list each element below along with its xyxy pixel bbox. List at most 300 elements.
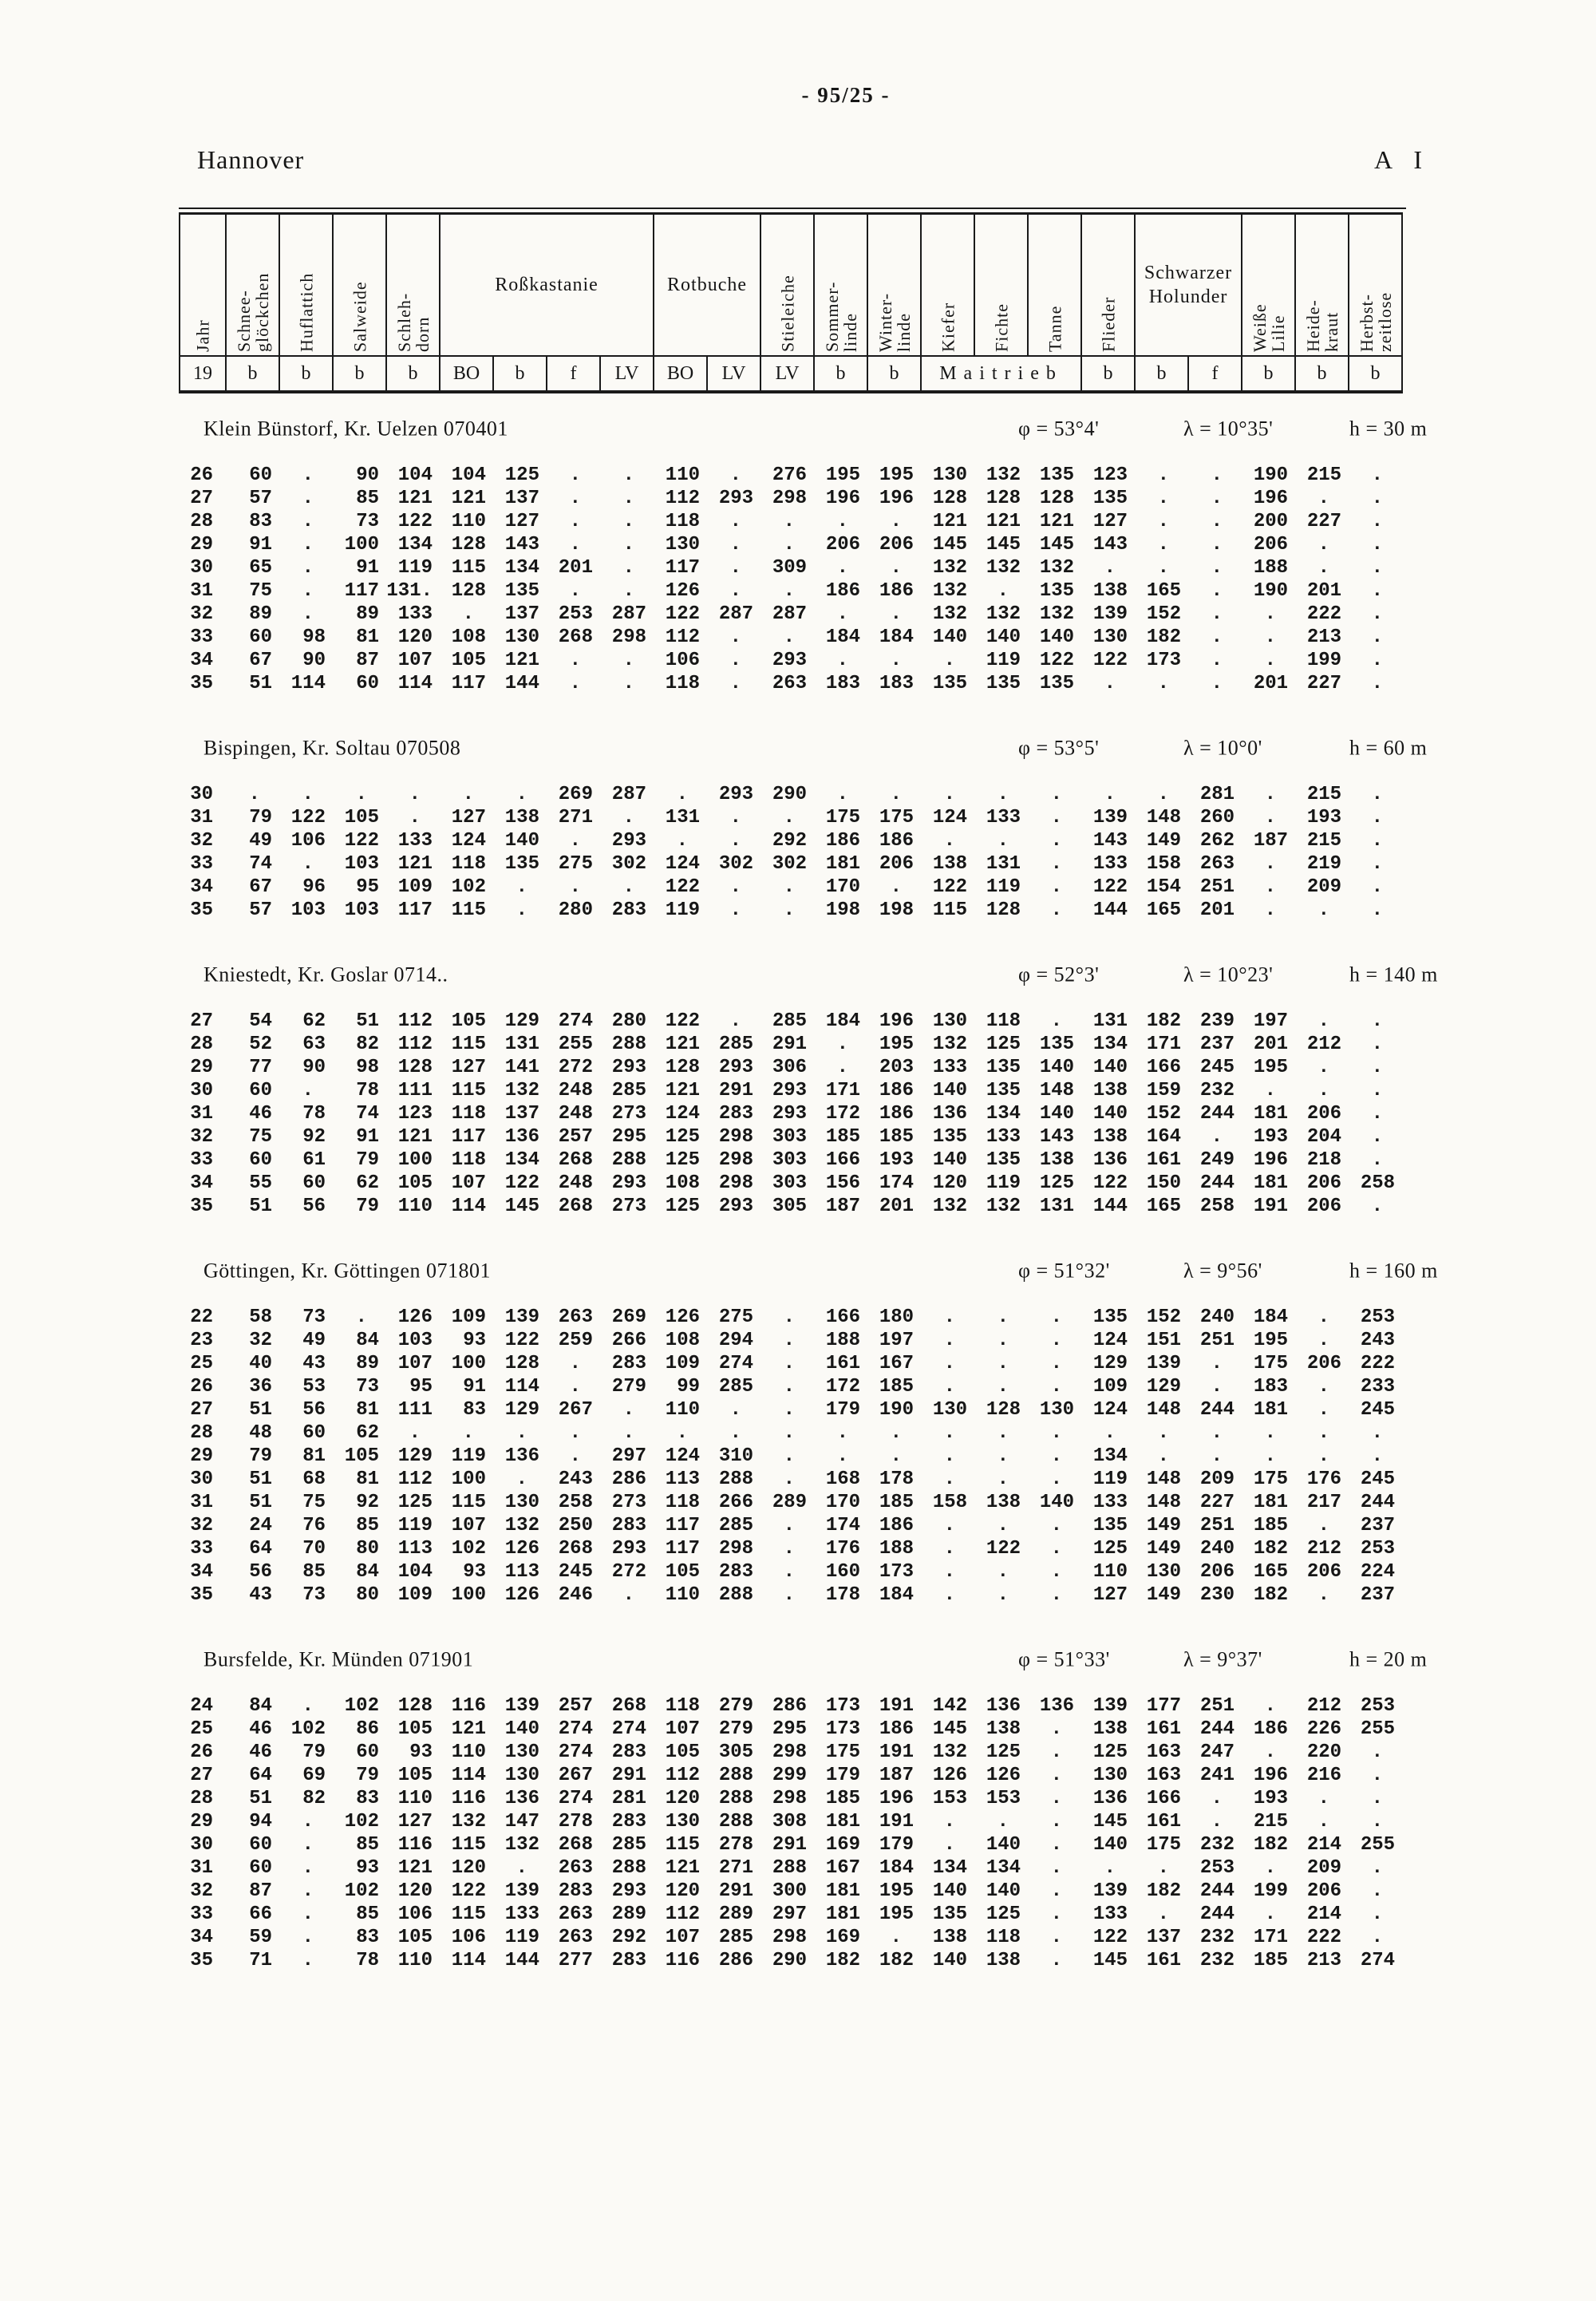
value-cell: 126 — [986, 1765, 1021, 1786]
value-cell: 87 — [249, 1880, 272, 1902]
value-cell: . — [622, 488, 635, 509]
value-cell: 247 — [1199, 1742, 1235, 1763]
value-cell: . — [997, 1469, 1009, 1490]
value-cell: 232 — [1199, 1927, 1235, 1948]
value-cell: 127 — [1092, 511, 1128, 532]
value-cell: 148 — [1146, 1492, 1182, 1513]
value-cell: 51 — [356, 1010, 379, 1032]
value-cell: . — [622, 807, 635, 828]
value-cell: 132 — [504, 1834, 539, 1856]
value-cell: . — [302, 784, 314, 805]
value-cell: 263 — [558, 1857, 593, 1879]
value-cell: 126 — [932, 1765, 968, 1786]
value-cell: 70 — [302, 1538, 326, 1560]
value-cell: 276 — [772, 465, 808, 486]
value-cell: . — [1211, 650, 1223, 671]
value-cell: 60 — [302, 1172, 326, 1194]
sub-header-salweide-b: b — [333, 356, 386, 392]
station-altitude: h = 20 m — [1349, 1647, 1428, 1671]
sub-header-schwarzer-holunder-f: f — [1188, 356, 1242, 392]
value-cell: . — [302, 534, 314, 555]
station-altitude: h = 160 m — [1349, 1259, 1438, 1283]
value-cell: 137 — [504, 1103, 539, 1125]
value-cell: 139 — [1092, 1880, 1128, 1902]
value-cell: 213 — [1306, 1950, 1342, 1971]
value-cell: 122 — [932, 876, 968, 898]
value-cell: 112 — [665, 1904, 701, 1925]
value-cell: 56 — [302, 1399, 326, 1421]
value-cell: 222 — [1306, 603, 1342, 625]
value-cell: 181 — [825, 853, 861, 875]
value-cell: 190 — [1253, 465, 1289, 486]
value-cell: . — [569, 534, 581, 555]
value-cell: 285 — [611, 1834, 647, 1856]
data-row — [180, 1102, 1402, 1125]
value-cell: 283 — [611, 1353, 647, 1374]
col-header-winter-linde-label: Winter- linde — [875, 292, 914, 352]
value-cell: . — [302, 580, 314, 602]
value-cell: 126 — [397, 1307, 433, 1328]
value-cell: 139 — [1092, 603, 1128, 625]
value-cell: 128 — [1039, 488, 1075, 509]
year-cell: 32 — [190, 830, 213, 852]
value-cell: 129 — [397, 1445, 433, 1467]
value-cell: 206 — [1199, 1561, 1235, 1583]
data-row — [180, 1949, 1402, 1972]
value-cell: 165 — [1146, 580, 1182, 602]
value-cell: 132 — [986, 603, 1021, 625]
value-cell: 137 — [504, 603, 539, 625]
value-cell: 96 — [302, 876, 326, 898]
value-cell: . — [622, 511, 635, 532]
value-cell: . — [1157, 673, 1170, 694]
value-cell: 120 — [397, 1880, 433, 1902]
value-cell: 285 — [718, 1034, 754, 1055]
value-cell: 209 — [1199, 1469, 1235, 1490]
value-cell: 121 — [665, 1034, 701, 1055]
sub-header-huflattich-b: b — [279, 356, 333, 392]
value-cell: 110 — [397, 1196, 433, 1217]
year-cell: 25 — [190, 1718, 213, 1740]
data-row — [180, 1149, 1402, 1172]
value-cell: . — [997, 1376, 1009, 1398]
value-cell: 109 — [451, 1307, 486, 1328]
year-cell: 26 — [190, 465, 213, 486]
value-cell: 120 — [451, 1857, 486, 1879]
value-cell: 209 — [1306, 876, 1342, 898]
value-cell: 305 — [718, 1742, 754, 1763]
value-cell: 122 — [1092, 1927, 1128, 1948]
value-cell: 291 — [772, 1834, 808, 1856]
value-cell: 128 — [504, 1353, 539, 1374]
value-cell: 196 — [879, 1788, 915, 1809]
value-cell: 144 — [504, 673, 539, 694]
value-cell: 132 — [504, 1515, 539, 1536]
value-cell: . — [1317, 557, 1330, 579]
value-cell: . — [302, 557, 314, 579]
station-latitude: φ = 52°3' — [1018, 963, 1100, 986]
value-cell: 135 — [1092, 1307, 1128, 1328]
value-cell: . — [1157, 1857, 1170, 1879]
value-cell: 181 — [1253, 1399, 1289, 1421]
value-cell: 215 — [1306, 465, 1342, 486]
value-cell: 283 — [611, 1811, 647, 1832]
value-cell: 176 — [825, 1538, 861, 1560]
value-cell: 197 — [879, 1330, 915, 1351]
value-cell: 81 — [356, 1469, 379, 1490]
sub-header-schnee-glöckchen-b: b — [226, 356, 279, 392]
value-cell: 118 — [451, 853, 486, 875]
value-cell: . — [729, 830, 742, 852]
value-cell: 140 — [986, 1880, 1021, 1902]
col-header-tanne — [1028, 214, 1081, 357]
year-cell: 34 — [190, 876, 213, 898]
value-cell: . — [1371, 603, 1384, 625]
value-cell: . — [836, 557, 849, 579]
value-cell: 105 — [397, 1172, 433, 1194]
value-cell: 126 — [665, 580, 701, 602]
value-cell: 132 — [1039, 603, 1075, 625]
value-cell: 297 — [772, 1904, 808, 1925]
value-cell: 52 — [249, 1034, 272, 1055]
value-cell: . — [1050, 876, 1063, 898]
value-cell: . — [1371, 876, 1384, 898]
year-cell: 35 — [190, 673, 213, 694]
year-cell: 28 — [190, 511, 213, 532]
value-cell: 121 — [451, 1718, 486, 1740]
value-cell: 138 — [1092, 580, 1128, 602]
value-cell: 128 — [932, 488, 968, 509]
value-cell: 107 — [397, 1353, 433, 1374]
value-cell: . — [783, 511, 796, 532]
value-cell: 300 — [772, 1880, 808, 1902]
value-cell: . — [1317, 534, 1330, 555]
value-cell: . — [836, 511, 849, 532]
value-cell: 240 — [1199, 1538, 1235, 1560]
value-cell: 136 — [1092, 1788, 1128, 1809]
value-cell: 131 — [504, 1034, 539, 1055]
value-cell: 248 — [558, 1103, 593, 1125]
value-cell: 123 — [397, 1103, 433, 1125]
value-cell: . — [1371, 1149, 1384, 1171]
value-cell: 125 — [986, 1034, 1021, 1055]
value-cell: 283 — [718, 1103, 754, 1125]
value-cell: 237 — [1199, 1034, 1235, 1055]
value-cell: 128 — [665, 1057, 701, 1078]
station-header — [180, 939, 1438, 1010]
value-cell: 227 — [1306, 673, 1342, 694]
year-cell: 25 — [190, 1353, 213, 1374]
value-cell: 130 — [504, 1765, 539, 1786]
value-cell: 258 — [558, 1492, 593, 1513]
value-cell: 143 — [1039, 1126, 1075, 1148]
value-cell: 174 — [879, 1172, 915, 1194]
value-cell: 143 — [504, 534, 539, 555]
value-cell: . — [1371, 650, 1384, 671]
value-cell: 128 — [986, 899, 1021, 921]
value-cell: 171 — [1253, 1927, 1289, 1948]
data-row — [180, 829, 1402, 852]
value-cell: . — [890, 1927, 903, 1948]
value-cell: 119 — [986, 1172, 1021, 1194]
value-cell: 161 — [1146, 1950, 1182, 1971]
year-cell: 34 — [190, 1561, 213, 1583]
value-cell: 119 — [397, 557, 433, 579]
value-cell: . — [622, 1399, 635, 1421]
value-cell: 74 — [356, 1103, 379, 1125]
value-cell: 91 — [463, 1376, 486, 1398]
value-cell: . — [1050, 1469, 1063, 1490]
value-cell: 165 — [1146, 1196, 1182, 1217]
value-cell: 136 — [1092, 1149, 1128, 1171]
value-cell: 124 — [1092, 1330, 1128, 1351]
value-cell: 122 — [665, 603, 701, 625]
value-cell: 125 — [665, 1126, 701, 1148]
data-row — [180, 1491, 1402, 1514]
value-cell: 186 — [879, 1515, 915, 1536]
value-cell: 291 — [772, 1034, 808, 1055]
value-cell: 214 — [1306, 1904, 1342, 1925]
value-cell: . — [890, 1422, 903, 1444]
value-cell: 49 — [302, 1330, 326, 1351]
value-cell: 275 — [558, 853, 593, 875]
value-cell: 77 — [249, 1057, 272, 1078]
value-cell: . — [1371, 1422, 1384, 1444]
value-cell: 84 — [356, 1330, 379, 1351]
data-row — [180, 1856, 1402, 1880]
year-cell: 31 — [190, 1492, 213, 1513]
value-cell: 188 — [825, 1330, 861, 1351]
value-cell: 125 — [986, 1904, 1021, 1925]
value-cell: 121 — [397, 488, 433, 509]
data-row — [180, 1421, 1402, 1445]
value-cell: 184 — [825, 1010, 861, 1032]
value-cell: 132 — [1039, 557, 1075, 579]
value-cell: 193 — [1253, 1788, 1289, 1809]
value-cell: 182 — [1253, 1538, 1289, 1560]
station-altitude: h = 30 m — [1349, 417, 1428, 441]
value-cell: 78 — [356, 1080, 379, 1101]
value-cell: 132 — [932, 1196, 968, 1217]
value-cell: 258 — [1199, 1196, 1235, 1217]
value-cell: 133 — [1092, 1492, 1128, 1513]
value-cell: 185 — [825, 1126, 861, 1148]
value-cell: . — [1050, 830, 1063, 852]
data-row — [180, 1537, 1402, 1560]
value-cell: 130 — [932, 1399, 968, 1421]
value-cell: 121 — [397, 1126, 433, 1148]
col-header-schnee-glöckchen — [226, 214, 279, 357]
value-cell: 133 — [1092, 853, 1128, 875]
value-cell: 255 — [558, 1034, 593, 1055]
value-cell: 93 — [356, 1857, 379, 1879]
value-cell: 148 — [1146, 1469, 1182, 1490]
value-cell: 140 — [932, 1149, 968, 1171]
value-cell: . — [729, 899, 742, 921]
data-row — [180, 1468, 1402, 1491]
value-cell: 112 — [665, 488, 701, 509]
value-cell: 175 — [1253, 1353, 1289, 1374]
value-cell: 130 — [504, 1742, 539, 1763]
value-cell: . — [1264, 853, 1277, 875]
value-cell: 245 — [1199, 1057, 1235, 1078]
value-cell: 132 — [932, 603, 968, 625]
value-cell: . — [302, 853, 314, 875]
value-cell: 51 — [249, 1469, 272, 1490]
value-cell: 148 — [1146, 807, 1182, 828]
value-cell: 286 — [772, 1695, 808, 1717]
value-cell: . — [409, 1422, 421, 1444]
value-cell: . — [943, 650, 956, 671]
col-header-huflattich — [279, 214, 333, 357]
value-cell: 119 — [504, 1927, 539, 1948]
value-cell: 303 — [772, 1172, 808, 1194]
sub-header-roßkastanie-bo: BO — [440, 356, 493, 392]
value-cell: 118 — [986, 1927, 1021, 1948]
value-cell: 150 — [1146, 1172, 1182, 1194]
value-cell: 182 — [1146, 1880, 1182, 1902]
value-cell: . — [1371, 1034, 1384, 1055]
value-cell: . — [1371, 627, 1384, 648]
page-header — [197, 145, 1430, 175]
value-cell: 173 — [825, 1695, 861, 1717]
value-cell: . — [516, 899, 527, 921]
value-cell: . — [1371, 1196, 1384, 1217]
data-row — [180, 603, 1402, 626]
value-cell: 283 — [611, 899, 647, 921]
year-cell: 33 — [190, 853, 213, 875]
year-cell: 33 — [190, 1538, 213, 1560]
data-row — [180, 1560, 1402, 1583]
value-cell: 134 — [1092, 1445, 1128, 1467]
value-cell: . — [569, 1445, 581, 1467]
value-cell: 43 — [302, 1353, 326, 1374]
value-cell: 136 — [986, 1695, 1021, 1717]
value-cell: 135 — [504, 580, 539, 602]
value-cell: 142 — [932, 1695, 968, 1717]
value-cell: 120 — [932, 1172, 968, 1194]
value-cell: 206 — [1306, 1196, 1342, 1217]
value-cell: . — [1371, 853, 1384, 875]
value-cell: 196 — [879, 488, 915, 509]
value-cell: 110 — [1092, 1561, 1128, 1583]
value-cell: 165 — [1146, 899, 1182, 921]
col-header-winter-linde — [867, 214, 921, 357]
value-cell: . — [943, 1515, 956, 1536]
col-header-roßkastanie-label: Roßkastanie — [495, 275, 598, 295]
value-cell: . — [943, 1584, 956, 1606]
value-cell: 310 — [718, 1445, 754, 1467]
value-cell: . — [1317, 1307, 1330, 1328]
value-cell: 85 — [302, 1561, 326, 1583]
value-cell: 166 — [1146, 1057, 1182, 1078]
value-cell: 116 — [665, 1950, 701, 1971]
value-cell: . — [1104, 673, 1116, 694]
value-cell: 60 — [356, 673, 379, 694]
value-cell: 74 — [249, 853, 272, 875]
value-cell: . — [729, 580, 742, 602]
value-cell: 293 — [718, 1196, 754, 1217]
value-cell: 259 — [558, 1330, 593, 1351]
value-cell: 114 — [451, 1196, 486, 1217]
value-cell: 110 — [665, 1584, 701, 1606]
value-cell: 84 — [249, 1695, 272, 1717]
value-cell: . — [1211, 465, 1223, 486]
value-cell: . — [1050, 1765, 1063, 1786]
value-cell: 280 — [558, 899, 593, 921]
sub-header-weiße-lilie-b: b — [1242, 356, 1295, 392]
col-header-jahr-label: Jahr — [192, 319, 213, 352]
value-cell: 219 — [1306, 853, 1342, 875]
sub-header-maitrieb: Maitrieb — [921, 356, 1081, 392]
value-cell: 262 — [1199, 830, 1235, 852]
value-cell: 286 — [718, 1950, 754, 1971]
value-cell: 60 — [249, 1857, 272, 1879]
value-cell: 103 — [290, 899, 326, 921]
value-cell: 293 — [611, 1880, 647, 1902]
value-cell: . — [890, 511, 903, 532]
value-cell: 93 — [409, 1742, 433, 1763]
value-cell: 93 — [463, 1330, 486, 1351]
value-cell: 112 — [665, 1765, 701, 1786]
value-cell: 103 — [344, 853, 379, 875]
value-cell: 122 — [986, 1538, 1021, 1560]
value-cell: 143 — [1092, 534, 1128, 555]
value-cell: . — [729, 534, 742, 555]
value-cell: 122 — [665, 1010, 701, 1032]
value-cell: 206 — [1306, 1172, 1342, 1194]
value-cell: . — [1050, 1376, 1063, 1398]
value-cell: 283 — [611, 1515, 647, 1536]
value-cell: 107 — [451, 1515, 486, 1536]
value-cell: . — [516, 876, 527, 898]
value-cell: . — [890, 603, 903, 625]
data-row — [180, 1010, 1402, 1033]
value-cell: 122 — [1092, 876, 1128, 898]
value-cell: 298 — [772, 1788, 808, 1809]
value-cell: 130 — [504, 627, 539, 648]
value-cell: 273 — [611, 1196, 647, 1217]
value-cell: 165 — [1253, 1561, 1289, 1583]
value-cell: . — [569, 511, 581, 532]
value-cell: 117 — [451, 673, 486, 694]
value-cell: 115 — [665, 1834, 701, 1856]
value-cell: 274 — [558, 1742, 593, 1763]
value-cell: . — [1264, 1422, 1277, 1444]
value-cell: 293 — [718, 488, 754, 509]
value-cell: 138 — [932, 1927, 968, 1948]
data-row — [180, 1306, 1402, 1329]
value-cell: 195 — [879, 465, 915, 486]
value-cell: . — [783, 534, 796, 555]
value-cell: 122 — [451, 1880, 486, 1902]
data-row — [180, 1352, 1402, 1375]
value-cell: 198 — [825, 899, 861, 921]
value-cell: 73 — [356, 511, 379, 532]
value-cell: 91 — [356, 557, 379, 579]
year-cell: 26 — [190, 1376, 213, 1398]
value-cell: 111 — [397, 1399, 433, 1421]
data-row — [180, 852, 1402, 876]
value-cell: . — [302, 1950, 314, 1971]
value-cell: 152 — [1146, 1103, 1182, 1125]
value-cell: 251 — [1199, 876, 1235, 898]
col-header-schleh-dorn — [386, 214, 440, 357]
value-cell: 302 — [772, 853, 808, 875]
value-cell: . — [1317, 1811, 1330, 1832]
value-cell: 130 — [504, 1492, 539, 1513]
value-cell: 186 — [879, 1103, 915, 1125]
